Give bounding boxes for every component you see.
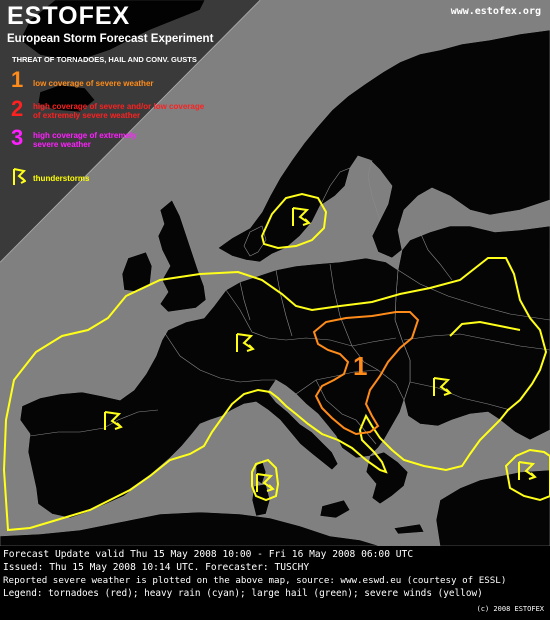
landmass-eastern-europe — [395, 226, 550, 440]
website-url[interactable]: www.estofex.org — [450, 6, 541, 17]
legend-level3-number: 3 — [11, 125, 24, 150]
level1-map-label: 1 — [353, 351, 368, 381]
lightning-flag-icon — [12, 168, 26, 186]
copyright-notice: (c) 2008 ESTOFEX — [476, 605, 544, 613]
legend-level1-number: 1 — [11, 67, 24, 92]
legend-level2-number: 2 — [11, 96, 24, 121]
severe-weather-source-line: Reported severe weather is plotted on the above map, source: www.eswd.eu (courtesy of ESSL) — [3, 575, 507, 586]
forecast-issued-line: Issued: Thu 15 May 2008 10:14 UTC. Forecaster: TUSCHY — [3, 562, 310, 573]
legend-level2-text: high coverage of severe and/or low coverage of extremely severe weather — [33, 102, 205, 120]
forecast-validity-line: Forecast Update valid Thu 15 May 2008 10:00 - Fri 16 May 2008 06:00 UTC — [3, 549, 414, 560]
brand-logo-text: ESTOFEX — [7, 2, 131, 30]
legend-level1-text: low coverage of severe weather — [33, 79, 154, 88]
legend-level3-text: high coverage of extremely severe weather — [33, 131, 137, 149]
brand-subtitle: European Storm Forecast Experiment — [7, 33, 214, 45]
report-legend-line: Legend: tornadoes (red); heavy rain (cyan); large hail (green); severe winds (yellow) — [3, 588, 483, 599]
legend-title: THREAT OF TORNADOES, HAIL AND CONV. GUSTS — [12, 55, 197, 64]
legend-thunderstorms-text: thunderstorms — [33, 174, 90, 183]
